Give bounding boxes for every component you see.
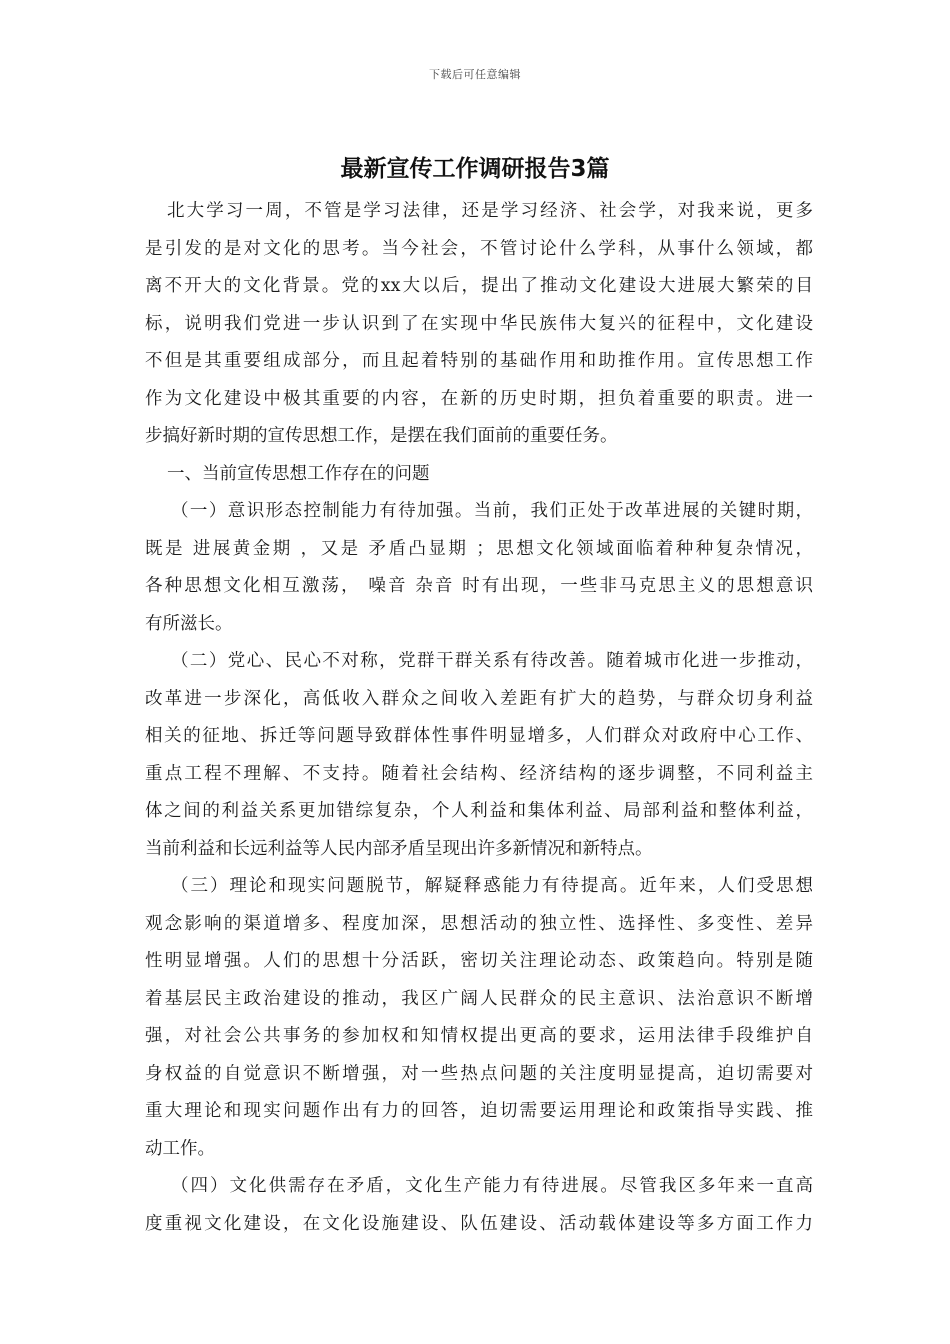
text-line: 是引发的是对文化的思考。当今社会，不管讨论什么学科，从事什么领域，都 bbox=[145, 238, 813, 259]
text-line: 北大学习一周，不管是学习法律，还是学习经济、社会学，对我来说，更多 bbox=[167, 201, 813, 221]
header-note: 下载后可任意编辑 bbox=[429, 68, 521, 81]
text-line: 着基层民主政治建设的推动，我区广阔人民群众的民主意识、法治意识不断增 bbox=[145, 988, 813, 1009]
text-line: 各种思想文化相互激荡， 噪音 杂音 时有出现，一些非马克思主义的思想意识 bbox=[145, 576, 813, 596]
text-line: 离不开大的文化背景。党的xx大以后，提出了推动文化建设大进展大繁荣的目 bbox=[145, 276, 813, 296]
text-line: （二）党心、民心不对称，党群干群关系有待改善。随着城市化进一步推动， bbox=[171, 651, 813, 671]
text-line: （四）文化供需存在矛盾，文化生产能力有待进展。尽管我区多年来一直高 bbox=[171, 1176, 813, 1196]
text-line: 作为文化建设中极其重要的内容，在新的历史时期，担负着重要的职责。进一 bbox=[145, 388, 813, 409]
text-line: 动工作。 bbox=[145, 1138, 215, 1159]
text-line: 不但是其重要组成部分，而且起着特别的基础作用和助推作用。宣传思想工作 bbox=[145, 351, 813, 371]
text-line: 性明显增强。人们的思想十分活跃，密切关注理论动态、政策趋向。特别是随 bbox=[145, 951, 813, 971]
text-line: （三）理论和现实问题脱节，解疑释惑能力有待提高。近年来，人们受思想 bbox=[171, 876, 813, 896]
text-line: 一、当前宣传思想工作存在的问题 bbox=[167, 463, 430, 484]
text-line: 度重视文化建设，在文化设施建设、队伍建设、活动载体建设等多方面工作力 bbox=[145, 1213, 813, 1234]
text-line: 既是 进展黄金期 ，又是 矛盾凸显期 ；思想文化领域面临着种种复杂情况， bbox=[145, 538, 813, 559]
text-line: 强，对社会公共事务的参加权和知情权提出更高的要求，运用法律手段维护自 bbox=[145, 1026, 813, 1046]
text-line: 身权益的自觉意识不断增强，对一些热点问题的关注度明显提高，迫切需要对 bbox=[145, 1063, 813, 1084]
text-line: （一）意识形态控制能力有待加强。当前，我们正处于改革进展的关键时期， bbox=[171, 501, 813, 521]
text-line: 体之间的利益关系更加错综复杂，个人利益和集体利益、局部利益和整体利益， bbox=[145, 801, 813, 821]
text-line: 重点工程不理解、不支持。随着社会结构、经济结构的逐步调整，不同利益主 bbox=[145, 763, 813, 784]
page-title: 最新宣传工作调研报告3篇 bbox=[340, 156, 610, 182]
text-line: 步搞好新时期的宣传思想工作，是摆在我们面前的重要任务。 bbox=[145, 426, 618, 446]
text-line: 观念影响的渠道增多、程度加深，思想活动的独立性、选择性、多变性、差异 bbox=[145, 913, 813, 934]
text-line: 有所滋长。 bbox=[145, 613, 233, 634]
text-line: 改革进一步深化，高低收入群众之间收入差距有扩大的趋势，与群众切身利益 bbox=[145, 688, 813, 709]
text-line: 标，说明我们党进一步认识到了在实现中华民族伟大复兴的征程中，文化建设 bbox=[145, 313, 813, 334]
document-body bbox=[145, 193, 813, 1243]
text-line: 当前利益和长远利益等人民内部矛盾呈现出许多新情况和新特点。 bbox=[145, 838, 653, 859]
text-line: 重大理论和现实问题作出有力的回答，迫切需要运用理论和政策指导实践、推 bbox=[145, 1101, 813, 1121]
text-line: 相关的征地、拆迁等问题导致群体性事件明显增多，人们群众对政府中心工作、 bbox=[145, 726, 813, 746]
